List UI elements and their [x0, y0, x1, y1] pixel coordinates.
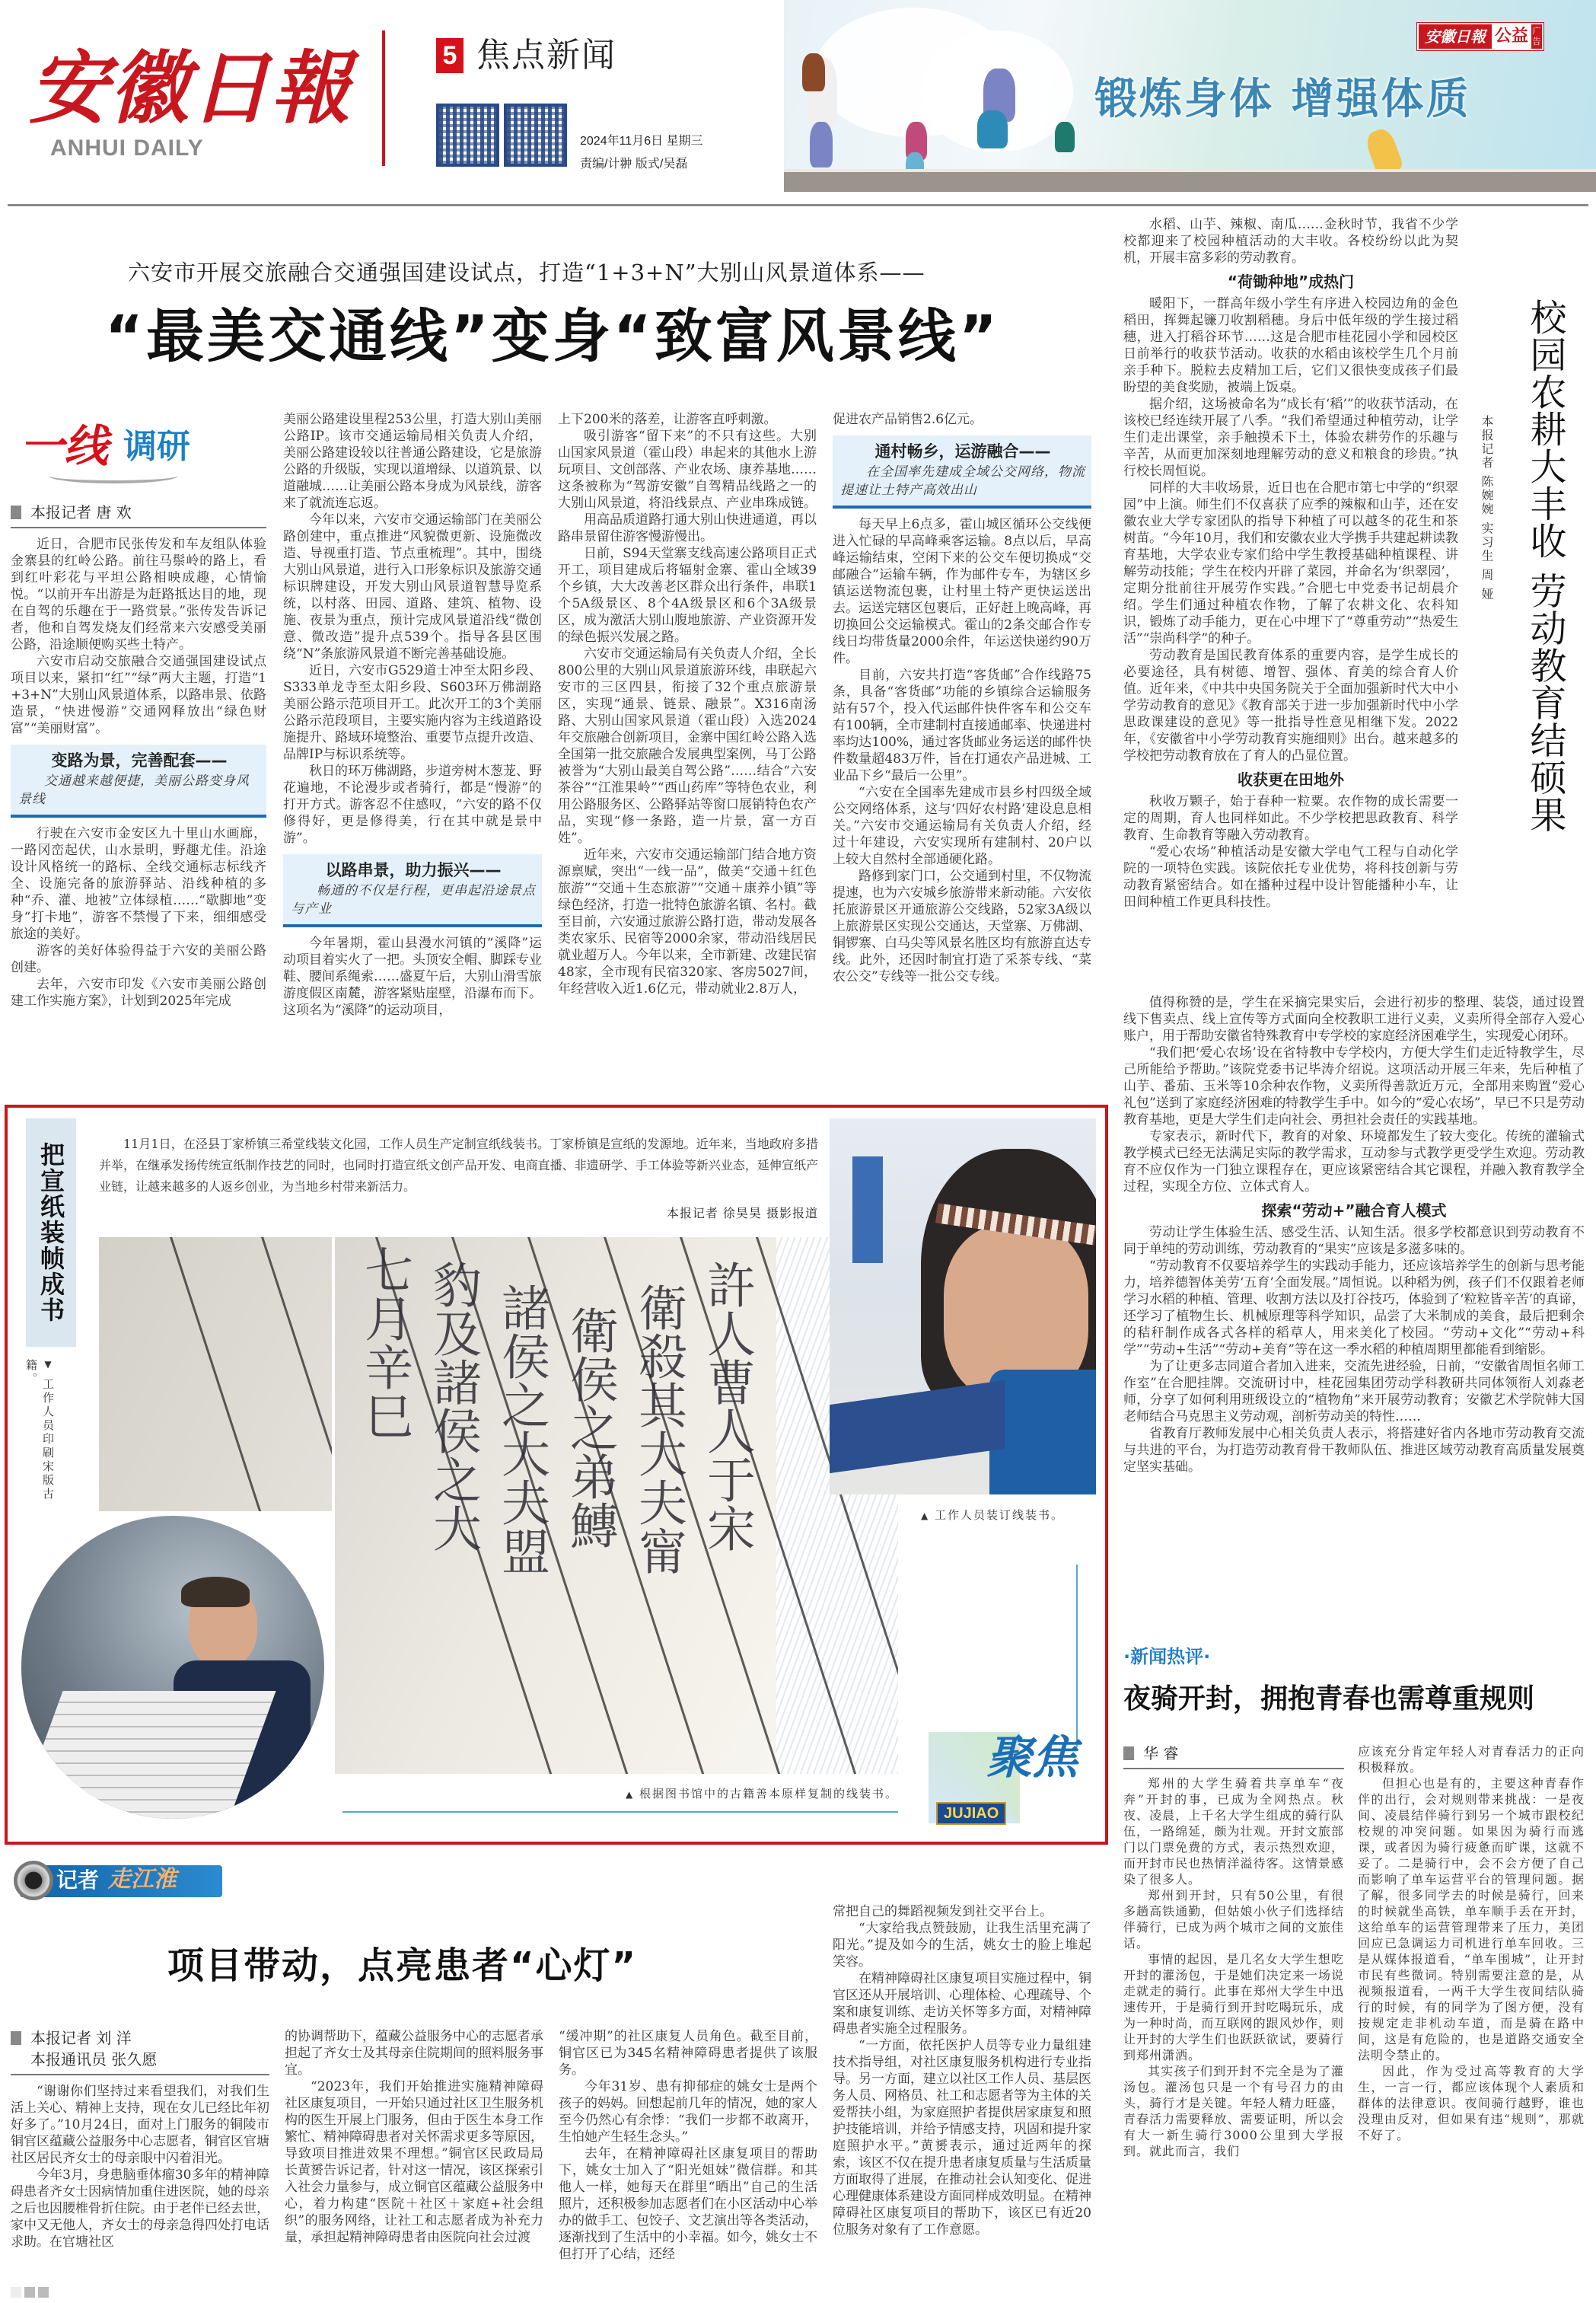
school-section-title: 收获更在田地外 — [1238, 770, 1344, 789]
school-section2-start — [1123, 793, 1458, 911]
paragraph: “缓冲期”的社区康复人员角色。截至目前，铜官区已为345名精神障碍患者提供了该服务。 — [559, 2029, 817, 2078]
paragraph: 今年暑期，霍山县漫水河镇的“溪降”运动项目着实火了一把。头顶安全帽、脚踩专业鞋、腰间系绳索……盛夏午后，大别山滑雪旅游度假区南麓，游客紧贴崖壁，沿瀑布而下。这项名为“溪降”的运动项目， — [283, 936, 542, 1018]
ad-badge — [1417, 23, 1543, 50]
feature-vertical-title: 把宣纸装帧成书 — [26, 1118, 76, 1347]
page-number: 5 — [436, 38, 464, 73]
lead-col2-after — [283, 935, 542, 1019]
qr-code-icon[interactable] — [436, 104, 499, 167]
paragraph: 同样的大丰收场景，近日也在合肥市第七中学的“织翠园”中上演。师生们不仅喜获了应季的辣椒和山芋，还在安徽农业大学专家团队的指导下种植了可以越冬的花生和茶树苗。“今年10月，我们和安徽农业大学携手共建起耕读教育基地，大学农业专家们给中学生教授基础种植课程、讲解劳动技能；学生在校内开辟了菜园，并命名为‘织翠园’，定期分批前往开展劳作实践。”合肥七中党委书记胡晨介绍。学生们通过种植农作物，了解了农耕文化、农科知识，锻炼了动手能力，更在心中埋下了“尊重劳动”“热爱生活”“崇尚科学”的种子。 — [1123, 480, 1458, 646]
photo-worker-binding[interactable] — [830, 1118, 1096, 1494]
book-glyphs: 諸侯之大夫盟 — [493, 1283, 550, 1575]
publication-date: 2024年11月6日 星期三 — [580, 135, 703, 148]
road-decoration — [784, 169, 1596, 192]
subhead-box-2 — [283, 854, 542, 927]
worker-apron — [989, 1370, 1096, 1494]
paragraph: 秋收万颗子，始于春种一粒粟。农作物的成长需要一定的周期，育人也同样如此。不少学校把思政教育、科学教育、生命教育等融入劳动教育。 — [1123, 794, 1458, 843]
runner-figure — [977, 110, 1008, 148]
paragraph: 游客的美好体验得益于六安的美丽公路创建。 — [11, 943, 266, 975]
school-article-body-bottom — [1123, 994, 1585, 1475]
paragraph: “爱心农场”种植活动是安徽大学电气工程与自动化学院的一项特色实践。该院依托专业优势，将科技创新与劳动教育紧密结合。如在播种过程中设计智能播种小车，让田间种植工作更具科技性。 — [1123, 844, 1458, 910]
book-column-rule — [251, 1237, 332, 1511]
lead-byline — [11, 502, 266, 528]
paragraph: 用高品质道路打通大别山快进通道，再以路串景留住游客慢游慢出。 — [558, 512, 817, 544]
paragraph: 美丽公路建设里程253公里，打造大别山美丽公路IP。该市交通运输局相关负责人介绍，美丽公路建设较以往普通公路建设，它是旅游公路的升级版，实现以道增绿、以道筑景、以道融城……让美丽公路本身成为风景线，游客来了就流连忘返。 — [283, 412, 542, 511]
photo-thread-bound-book[interactable] — [335, 1237, 898, 1774]
feature-credit: 本报记者 徐昊昊 摄影报道 — [666, 1206, 818, 1220]
book-glyphs: 衛殺其大夫甯 — [630, 1283, 687, 1575]
subhead-sub: 畅通的不仅是行程，更串起沿途景点与产业 — [291, 883, 536, 917]
lead-col1-after — [11, 825, 266, 1010]
caption-printing — [24, 1359, 56, 1511]
school-section-title: 探索“劳动+”融合育人模式 — [1261, 1201, 1447, 1220]
byline-text: 本报通讯员 张久愿 — [30, 2050, 158, 2069]
column-logo-red: 一线 — [20, 420, 109, 472]
camera-icon — [14, 1861, 53, 1900]
lead-kicker: 六安市开展交旅融合交通强国建设试点，打造“1+3+N”大别山风景道体系—— — [128, 260, 925, 285]
paragraph: 促进农产品销售2.6亿元。 — [833, 412, 983, 427]
subhead-main: 以路串景，助力振兴—— — [325, 861, 502, 879]
logo-text-zoujianghuai: 走江淮 — [108, 1866, 177, 1893]
paragraph: 值得称赞的是，学生在采摘完果实后，会进行初步的整理、装袋，通过设置线下售卖点、线上宣传等方式面向全校教职工进行义卖，义卖所得全部存入爱心账户，用于帮助安徽省特殊教育中专学校的家庭经济困难学生，实现爱心闭环。 — [1123, 995, 1585, 1044]
hospital-col1 — [11, 2083, 269, 2250]
feature-intro: 11月1日，在泾县丁家桥镇三希堂线装文化园，工作人员生产定制宣纸线装书。丁家桥镇是宣纸的发源地。近年来，当地政府多措并举，在继承发扬传统宣纸制作技艺的同时，也同时打造宣纸文创产品开发、电商直播、非遗研学、手工体验等新兴业态，延伸宣纸产业链，让越来越多的人返乡创业，为当地乡村带来新活力。 — [99, 1137, 818, 1194]
end-mark — [24, 2287, 35, 2298]
subhead-main: 变路为景，完善配套—— — [51, 751, 228, 770]
hospital-column-4 — [833, 1903, 1091, 2238]
paragraph: 今年3月，身患脑垂体瘤30多年的精神障碍患者齐女士因病情加重住进医院，她的母亲之后也因腰椎骨折住院。由于老伴已经去世，家中又无他人，齐女士的母亲急得四处打电话求助。在官塘社区 — [11, 2167, 269, 2250]
school-section-title: “荷锄种地”成热门 — [1227, 273, 1355, 291]
byline-square-icon — [1123, 1746, 1134, 1760]
lead-col4-after — [833, 516, 1091, 985]
hospital-col4 — [833, 1903, 1091, 2238]
paragraph: 六安市交通运输局有关负责人介绍，全长800公里的大别山风景道旅游环线，串联起六安市的三区四县，衔接了32个重点旅游景区，实现“通景、链景、融景”。X316南汤路、大别山国家风景道（霍山段）入选2024年交旅融合创新项目，金寨中国红岭公路入选全国第一批交旅融合发展典型案例，马丁公路被誉为“大别山最美自驾公路”……结合“六安茶谷”“江淮果岭”“西山药库”等特色农业，利用公路服务区、公路驿站等窗口展销特色农产品，实现“修一条路，造一片景，富一方百姓”。 — [558, 646, 817, 846]
arrow-up-icon: ▲ — [921, 1510, 930, 1521]
swoosh-decoration — [49, 468, 178, 483]
book-glyphs: 衛侯之弟鱄 — [562, 1306, 618, 1549]
header-rule — [8, 204, 1588, 206]
paragraph: 郑州到开封，只有50公里，有很多趟高铁通勤，但姑娘小伙子们选择结伴骑行，已成为两个城市之间的文旅佳话。 — [1123, 1888, 1344, 1951]
paragraph: 今年31岁、患有抑郁症的姚女士是两个孩子的妈妈。回想起前几年的情况，她的家人至今仍然心有余悸：“我们一步都不敢离开，生怕她产生轻生念头。” — [559, 2079, 817, 2145]
paragraph: 今年以来，六安市交通运输部门在美丽公路创建中，重点推进“风貌微更新、设施微改造、导视重打造、节点重梳理”。其中，围绕大别山风景道，进行入口形象标识及旅游交通标识牌建设，开发大别山风景道智慧导览系统，以村落、田园、道路、建筑、植物、设施、夜景为重点，预计完成风景道沿线“微创意、微改造”提升点539个。指导各县区围绕“N”条旅游风景道不断完善基础设施。 — [283, 512, 542, 662]
runner-figure — [810, 122, 833, 167]
paragraph: 日前，S94天堂寨支线高速公路项目正式开工，项目建成后将辐射金寨、霍山全域39个乡镇，大大改善老区群众出行条件，串联1个5A级景区、8个4A级景区和6个3A级景区，成为激活大别山腹地旅游、产业资源开发的绿色振兴发展之路。 — [558, 546, 817, 645]
banner-slogan: 锻炼身体 增强体质 — [1094, 75, 1471, 124]
ad-badge-gongyi: 公益 — [1492, 24, 1531, 49]
paragraph: “一方面，依托医护人员等专业力量组建技术指导组，对社区康复服务机构进行专业指导。另一方面，建立以社区工作人员、基层医务人员、网格员、社工和志愿者等为主体的关爱帮扶小组，为家庭照护者提供居家康复和照护技能培训，并给予情感支持，巩固和提升家庭照护水平。”黄赟表示，通过近两年的探索，该区不仅在提升患者康复质量与生活质量方面取得了进展，在推动社会认知变化、促进心理健康体系建设方面同样成效明显。在精神障碍社区康复项目的帮助下，该区已有近20位服务对象有了工作意愿。 — [833, 2038, 1091, 2238]
subhead-sub: 交通越来越便捷，美丽公路变身风景线 — [18, 774, 250, 807]
lead-col3 — [558, 411, 817, 997]
byline-text: 华 睿 — [1143, 1744, 1179, 1762]
book-glyphs: 許人曹人于宋 — [699, 1260, 755, 1552]
ad-badge-paper: 安徽日報 — [1419, 24, 1492, 49]
hospital-column-1 — [11, 2028, 269, 2250]
paragraph: 事情的起因，是几名女大学生想吃开封的灌汤包，于是她们决定来一场说走就走的骑行。此事在郑州大学生中迅速传开，于是骑行到开封吃喝玩乐，成为一种时尚，而互联网的跟风炒作，则让开封的大学生们也跃跃欲试，要骑行到郑州潇洒。 — [1123, 1952, 1344, 2062]
commentary-column-2 — [1358, 1743, 1585, 2143]
paragraph: “谢谢你们坚持过来看望我们，对我们生活上关心、精神上支持，现在女儿已经比年初好多了。”10月24日，面对上门服务的铜陵市铜官区蕴藏公益服务中心志愿者，铜官区官塘社区居民齐女士的母亲眼中闪着泪光。 — [11, 2084, 269, 2166]
paragraph: 劳动教育是国民教育体系的重要内容，是学生成长的必要途径，具有树德、增智、强体、育美的综合育人价值。近年来，《中共中央国务院关于全面加强新时代大中小学劳动教育的意见》《教育部关于进一步加强新时代中小学思政课建设的意见》等一批指导性意见相继下发。2022年，《安徽省中小学劳动教育实施细则》出台。越来越多的学校把劳动教育放在了育人的凸显位置。 — [1123, 648, 1458, 764]
school-article-byline: 本报记者 陈婉婉 实习生 周 娅 — [1480, 415, 1494, 601]
subhead-sub: 在全国率先建成全域公交网络，物流提速让土特产高效出山 — [840, 464, 1085, 498]
school-section3 — [1123, 1224, 1585, 1475]
caption-book — [434, 1785, 898, 1803]
paragraph: 暖阳下，一群高年级小学生有序进入校园边角的金色稻田，挥舞起镰刀收割稻穗。身后中低年级的学生接过稻穗，进入打稻谷环节……这是合肥市桂花园小学和园校区日前举行的收获节活动。收获的水稻由该校学生几个月前亲手种下。脱粒去皮精加工后，它们又很快变成孩子们最盼望的美食奖励，被端上饭桌。 — [1123, 296, 1458, 395]
jujiao-logo-en: JUJIAO — [936, 1802, 1006, 1825]
caption-text: 根据图书馆中的古籍善本原样复制的线装书。 — [639, 1787, 898, 1801]
lead-column-3 — [558, 411, 817, 997]
worker-hair — [181, 1577, 250, 1607]
book-glyphs: 豹及諸侯之大 — [425, 1260, 481, 1552]
paragraph: “大家给我点赞鼓励，让我生活里充满了阳光。”提及如今的生活，姚女士的脸上堆起笑容。 — [833, 1921, 1091, 1970]
paragraph: 路修到家门口，公交通到村里，不仅物流提速，也为六安城乡旅游带来新动能。六安依托旅游景区开通旅游公交线路，52家3A级以上旅游景区实现公交通达，天堂寨、万佛湖、铜锣寨、白马尖等风景名胜区均有旅游直达专线。此外，还因时制宜打造了采茶专线、“菜农公交”专线等一批公交专线。 — [833, 869, 1091, 984]
school-article-title: 校园农耕大丰收 劳动教育结硕果 — [1524, 298, 1566, 834]
subhead-box-3 — [833, 435, 1091, 509]
ad-badge-label: 广告 — [1531, 24, 1542, 49]
paragraph: 常把自己的舞蹈视频发到社交平台上。 — [833, 1904, 1053, 1919]
end-marks — [11, 2287, 49, 2298]
lead-column-4 — [833, 411, 1091, 985]
logo-text-jizhe: 记者 — [56, 1868, 100, 1893]
paragraph: 近日，六安市G529道士冲至太阳乡段、S333单龙寺至太阳乡段、S603环万佛湖路美丽公路示范项目开工。此次开工的3个美丽公路示范段项目，主要实施内容为主线道路设施提升、路域环境整治、重要节点提升改造、品牌IP与标识系统等。 — [283, 663, 542, 762]
paragraph: 因此，作为受过高等教育的大学生，一言一行，都应该体现个人素质和群体的法律意识。夜间骑行越野，谁也没理由反对，但如果有违“规则”，那就不好了。 — [1358, 2064, 1585, 2142]
paragraph: 其实孩子们到开封不完全是为了灌汤包。灌汤包只是一个有号召力的由头，骑行才是关键。年轻人精力旺盛，青春活力需要释放、需要证明，所以会有大一新生骑行3000公里到大学报到。就此而言，我们 — [1123, 2064, 1344, 2158]
caption-binding — [921, 1504, 1088, 1527]
byline-square-icon — [11, 2031, 21, 2045]
arrow-down-icon: ▼ — [43, 1359, 53, 1372]
column-logo-jizhe-zoujianghuai — [9, 1852, 237, 1906]
lead-column-2 — [283, 411, 542, 1019]
commentary-headline: 夜骑开封，拥抱青春也需尊重规则 — [1123, 1683, 1535, 1714]
subhead-main: 通村畅乡，运游融合—— — [874, 442, 1051, 461]
school-section1 — [1123, 295, 1458, 764]
photo-book-left-detail — [99, 1237, 332, 1511]
paragraph: “我们把‘爱心农场’设在省特教中专学校内，方便大学生们走近特教学生，尽己所能给予帮助。”该院党委书记毕涛介绍说。这项活动开展三年来，先后种植了山芋、番茄、玉米等10余种农作物，义卖所得善款近万元，全部用来购置“爱心礼包”送到了家庭经济困难的特教学生手中。如今的“爱心农场”，早已不只是劳动教育基地，更是大学生们走向社会、勇担社会责任的实践基地。 — [1123, 1045, 1585, 1128]
caption-rule-vertical — [1076, 1565, 1078, 1747]
runner-hair — [802, 53, 825, 91]
paragraph: 去年，在精神障碍社区康复项目的帮助下，姚女士加入了“阳光姐妹”微信群。和其他人一样，她每天在群里“晒出”自己的生活照片，还积极参加志愿者们在小区活动中心举办的做手工、包饺子、文艺演出等各类活动，逐渐找到了生活中的小幸福。如今，姚女士不但打开了心结，还经 — [559, 2146, 817, 2262]
caption-text: 工作人员装订线装书。 — [935, 1508, 1065, 1522]
paragraph: 的协调帮助下，蕴藏公益服务中心的志愿者承担起了齐女士及其母亲住院期间的照料服务事宜。 — [285, 2029, 543, 2078]
editor-credits: 责编/计翀 版式/吴磊 — [580, 158, 688, 171]
paragraph: 但担心也是有的，主要这种青春作伴的出行，会对规则带来挑战：一是夜间、凌晨结伴骑行到另一个城市跟校纪校规的冲突问题。如果因为骑行而逃课，或者因为骑行疲惫而旷课，这就不妥了。二是骑行中，会不会方便了自己而影响了单车运营平台的管理问题。据了解，很多同学去的时候是骑行，回来的时候就坐高铁，单车顺手丢在开封，这给单车的运营管理带来了压力，美团回应已急调运力司机进行单车回收。三是从媒体报道看，“单车围城”，让开封市民有些微词。特别需要注意的是，从视频报道看，一两千大学生夜间结队骑行的时候，有的同学为了图方便，没有按规定走非机动车道，而是骑在路中间，这是有危险的，也是道路交通安全法明令禁止的。 — [1358, 1776, 1585, 2062]
column-logo-yixian-diaoyan — [11, 415, 254, 491]
background-sign — [852, 1156, 883, 1263]
end-mark — [38, 2287, 49, 2298]
paragraph: 在精神障碍社区康复项目实施过程中，铜官区还从开展培训、心理体检、心理疏导、个案和康复训练、走访关怀等多方面，对精神障碍患者实施全过程服务。 — [833, 1971, 1091, 2037]
paragraph: 每天早上6点多，霍山城区循环公交线便进入忙碌的早高峰乘客运输。8点以后，早高峰运输结束，空闲下来的公交车便切换成“交邮融合”运输车辆，作为邮件专车，为辖区乡镇运送物流包裹，让村里土特产更快运送出去。运送完辖区包裹后，正好赶上晚高峰，再切换回公交运输模式。霍山的2条交邮合作专线日均带货量2000余件，年运送快递约90万件。 — [833, 517, 1091, 666]
commentary-col2 — [1358, 1743, 1585, 2143]
hospital-byline — [11, 2028, 269, 2075]
jujiao-logo-cn: 聚焦 — [986, 1731, 1078, 1785]
hospital-col2 — [285, 2028, 543, 2246]
byline-square-icon — [11, 506, 21, 519]
photo-worker-printing[interactable] — [17, 1511, 329, 1823]
paragraph: 水稻、山芋、辣椒、南瓜……金秋时节，我省不少学校都迎来了校园种植活动的大丰收。各校纷纷以此为契机，开展丰富多彩的劳动教育。 — [1123, 217, 1458, 266]
paragraph: 秋日的环万佛湖路，步道旁树木葱茏、野花遍地，不论漫步或者骑行，都是“慢游”的打开方式。游客忍不住感叹，“六安的路不仅修得好，更是修得美，行在其中就是景中游”。 — [283, 764, 542, 846]
school-intro — [1123, 216, 1458, 266]
masthead — [0, 0, 776, 198]
byline-text: 本报记者 刘 洋 — [30, 2029, 132, 2047]
photo-feature-box — [5, 1105, 1108, 1845]
lead-headline: “最美交通线”变身“致富风景线” — [105, 302, 1000, 370]
qr-code-icon[interactable] — [504, 104, 567, 167]
hospital-column-2 — [285, 2028, 543, 2246]
paragraph: 郑州的大学生骑着共享单车“夜奔”开封的事，已成为全网热点。秋夜、凌晨，上千名大学生组成的骑行队伍，一路绵延，颇为壮观。开封文旅部门以门票免费的方式，表示热烈欢迎，而开封市民也热情洋溢待客。这情景感染了很多人。 — [1123, 1776, 1344, 1887]
lead-col4-top — [833, 411, 1091, 428]
paragraph: 据介绍，这场被命名为“成长有‘稻’”的收获节活动，在该校已经连续开展了八季。“我们希望通过种植劳动，让学生们走出课堂，亲手触摸禾下土，体验农耕劳作的乐趣与辛苦，从而更加深刻地理解劳动的意义和粮食的珍贵。”执行校长周恒说。 — [1123, 397, 1458, 479]
column-logo-jujiao — [921, 1732, 1096, 1831]
column-logo-blue: 调研 — [123, 427, 190, 466]
paragraph: 为了让更多志同道合者加入进来，交流先进经验，日前，“安徽省周恒名师工作室”在合肥挂牌。交流研讨中，桂花园集团劳动学科教研共同体领衔人刘淼老师，分享了如何利用班级设立的“植物角”来开展劳动教育；安徽艺术学院韩大国老师结合马克思主义劳动观，剖析劳动美的特性…… — [1123, 1359, 1585, 1424]
end-mark — [11, 2287, 21, 2298]
newspaper-logo-english: ANHUI DAILY — [50, 136, 204, 161]
runner-figure — [1055, 122, 1075, 152]
school-article-body-top — [1123, 216, 1458, 911]
paragraph: 行驶在六安市金安区九十里山水画廊，一路冈峦起伏，山水景明，野趣尤佳。沿途设计风格统一的路标、全线交通标志标线齐全、设施完备的旅游驿站、沿线种植的多种“乔、灌、地被”立体绿植……“歇脚地”变身“打卡地”，游客不禁慢了下来，细细感受旅途的美好。 — [11, 826, 266, 942]
newspaper-logo: 安徽日報 — [29, 41, 352, 135]
paragraph: 六安市启动交旅融合交通强国建设试点项目以来，紧扣“红”“绿”两大主题，打造“1+3+N”大别山风景道体系，以路串景、依路造景，“快进慢游”交通网释放出“绿色财富”“美丽财富”。 — [11, 654, 266, 736]
caption-rule — [342, 1811, 898, 1813]
paragraph: 省教育厅教师发展中心相关负责人表示，将搭建好省内各地市劳动教育交流与共进的平台，为打造劳动教育骨干教师队伍、推进区域劳动教育高质量发展奠定坚实基础。 — [1123, 1426, 1585, 1475]
commentary-column-1 — [1123, 1743, 1344, 2159]
hospital-column-3 — [559, 2028, 817, 2263]
book-cover — [830, 1380, 1005, 1473]
byline-text: 本报记者 唐 欢 — [30, 503, 132, 522]
paragraph: 吸引游客“留下来”的不只有这些。大别山国家风景道（霍山段）串起来的其他水上游玩项目、文创部落、产业农场、康养基地……这条被称为“驾游安徽”自驾精品线路之一的大别山风景道，将沿线景点、产业串珠成链。 — [558, 429, 817, 511]
paragraph: 专家表示，新时代下，教育的对象、环境都发生了较大变化。传统的灌输式教学模式已经无法满足实际的教学需求，互动参与式教学更受学生欢迎。劳动教育不应仅作为一门独立课程存在，更应该紧密结合其它课程，并融入教育教学全过程，实现全方位、立体式育人。 — [1123, 1129, 1585, 1195]
paragraph: 劳动让学生体验生活、感受生活、认知生活。很多学校都意识到劳动教育不同于单纯的劳动训练，劳动教育的“果实”应该是多滋多味的。 — [1123, 1225, 1585, 1257]
arrow-up-icon: ▲ — [625, 1789, 635, 1800]
paragraph: “劳动教育不仅要培养学生的实践动手能力，还应该培养学生的创新与思考能力，培养德智体美劳‘五育’全面发展。”周恒说。以种稻为例，孩子们不仅跟着老师学习水稻的种植、管理、收割方法以及打谷技巧，体验到了‘粒粒皆辛苦’的真谛，还学习了植物生长、机械原理等科学知识，品尝了大米制成的美食，最后把剩余的秸秆制作成各式各样的稻草人，用来美化了校园。“劳动+文化”“劳动+科学”“劳动+生活”“劳动+美育”等在这一季水稻的种植周期里都能看到缩影。 — [1123, 1258, 1585, 1357]
paragraph: 去年，六安市印发《六安市美丽公路创建工作实施方案》，计划到2025年完成 — [11, 977, 266, 1009]
commentary-byline — [1123, 1743, 1344, 1769]
hospital-headline: 项目带动，点亮患者“心灯” — [167, 1944, 638, 1987]
paragraph: “六安在全国率先建成市县乡村四级全域公交网络体系，这与‘四好农村路’建设息息相关。”六安市交通运输局有关负责人介绍，经过十年建设，六安实现所有建制村、20户以上较大自然村全部通硬化路。 — [833, 785, 1091, 867]
commentary-label: ·新闻热评· — [1123, 1646, 1211, 1667]
public-service-ad-banner[interactable] — [784, 0, 1596, 192]
paragraph: 上下200米的落差，让游客直呼刺激。 — [558, 412, 777, 427]
school-section2 — [1123, 994, 1585, 1195]
masthead-divider — [382, 30, 385, 166]
book-glyphs: 七月辛巳 — [356, 1245, 413, 1440]
lead-column-1 — [11, 502, 266, 1010]
paragraph: “2023年，我们开始推进实施精神障碍社区康复项目，一开始只通过社区卫生服务机构的医生开展上门服务，但由于医生本身工作繁忙、精神障碍患者对关怀需求更多等原因，导致项目推进效果不理想。”铜官区民政局局长黄赟告诉记者，针对这一情况，该区探索引入社会力量参与，成立铜官区蕴藏公益服务中心，着力构建“医院＋社区＋家庭+社会组织”的服务网络，让社工和志愿者成为补充力量，承担起精神障碍患者由医院向社会过渡 — [285, 2079, 543, 2245]
hospital-col3 — [559, 2028, 817, 2263]
caption-text: 工作人员印刷宋版古籍。 — [24, 1359, 55, 1501]
paragraph: 应该充分肯定年轻人对青春活力的正向积极释放。 — [1358, 1744, 1585, 1775]
paragraph: 目前，六安共打造“客货邮”合作线路75条，具备“客货邮”功能的乡镇综合运输服务站有57个，投入代运邮件快件客车和公交车有100辆，全市建制村直接通邮率、快递进村率均达100%，通过客货邮业务运送的邮件快件数量超483万件，旨在打通农产品进城、工业品下乡“最后一公里”。 — [833, 668, 1091, 783]
lead-col1-intro — [11, 536, 266, 737]
subhead-box-1 — [11, 745, 266, 818]
paragraph: 近日，合肥市民张传发和车友组队体验金寨县的红岭公路。前往马鬃岭的路上，看到红叶彩花与平坦公路相映成趣，心情愉悦。“以前开车出游是为赶路抵达目的地，现在自驾的乐趣在于一路赏景。”张传发告诉记者，他和自驾发烧友们经常来六安感受美丽公路，沿途顺便购买些土特产。 — [11, 537, 266, 652]
section-title: 焦点新闻 — [476, 36, 616, 75]
commentary-col1 — [1123, 1775, 1344, 2159]
lead-col2-top — [283, 411, 542, 847]
paragraph: 近年来，六安市交通运输部门结合地方资源禀赋，突出“一线一品”，做美“交通＋红色旅游”“交通＋生态旅游”“交通＋康养小镇”等绿色经济，打造一批特色旅游名镇、名村。截至目前，六安通过旅游公路打造，带动发展各类农家乐、民宿等2000余家，带动沿线居民就业超万人。今年以来，全市新建、改建民宿48家，全市现有民宿320家、客房5027间，年经营收入近1.6亿元，带动就业2.8万人， — [558, 847, 817, 997]
